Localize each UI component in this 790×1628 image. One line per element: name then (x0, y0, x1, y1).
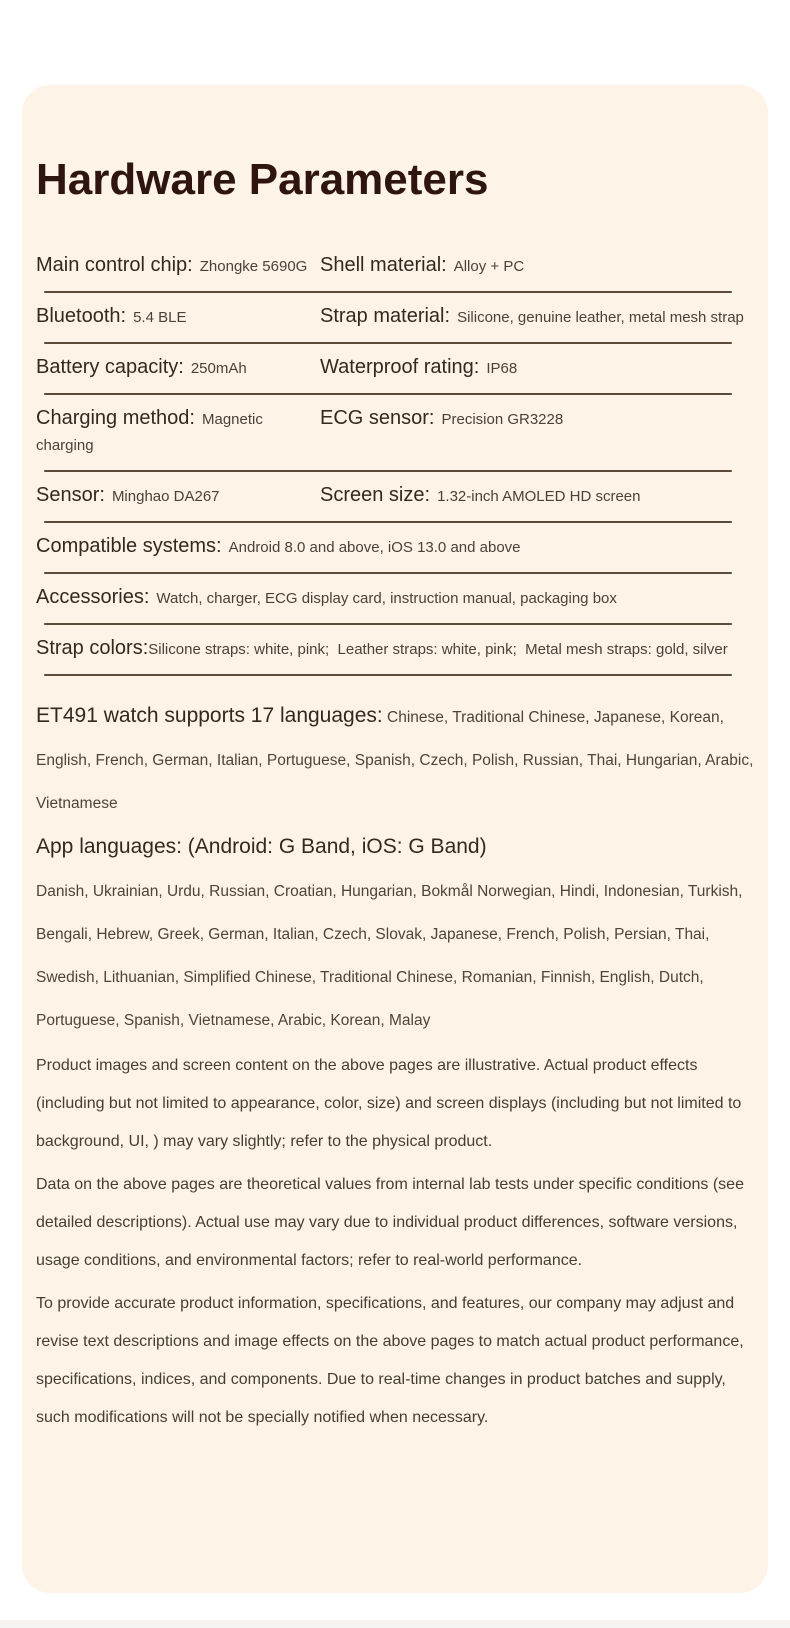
spec-value: Alloy + PC (453, 257, 525, 275)
app-languages-heading: App languages: (Android: G Band, iOS: G Band) (36, 834, 487, 858)
spec-cell (36, 635, 728, 663)
disclaimer-paragraph-2: Data on the above pages are theoretical values from internal lab tests under specific conditions (see detailed descriptions). Actual use may vary due to individual product differences, software versions, usage conditions, and environmental factors; refer to real-world performance. (36, 1175, 744, 1269)
spec-value: Silicone straps: white, pink; Leather straps: white, pink; Metal mesh straps: gold, silver (148, 640, 728, 658)
disclaimer-paragraph-3: To provide accurate product information, specifications, and features, our company may adjust and revise text descriptions and image effects on the above pages to match actual product performance, specifications, indices, and components. Due to real-time changes in product batches and supply, such modifications will not be specially notified when necessary. (36, 1294, 744, 1426)
disclaimer-paragraph-1: Product images and screen content on the above pages are illustrative. Actual product effects (including but not limited to appearance, color, size) and screen displays (including but not limited to background, UI, ) may vary slightly; refer to the physical product. (36, 1056, 742, 1150)
spec-cell (320, 354, 754, 382)
spec-cell (36, 405, 320, 459)
spec-value: Precision GR3228 (441, 410, 564, 428)
spec-value: 5.4 BLE (133, 308, 187, 326)
spec-value: Zhongke 5690G (199, 257, 308, 275)
spec-value: Minghao DA267 (111, 487, 220, 505)
spec-value: Silicone, genuine leather, metal mesh strap (457, 308, 744, 326)
spec-value: IP68 (486, 359, 518, 377)
spec-row-strap-colors (36, 625, 754, 674)
spec-label: Main control chip: (36, 253, 193, 276)
spec-label: Accessories: (36, 585, 150, 608)
row-divider (44, 674, 732, 676)
spec-row-battery (36, 344, 754, 393)
spec-label: Strap colors: (36, 636, 149, 659)
spec-row-main-control-chip (36, 242, 754, 291)
spec-cell (320, 303, 754, 331)
spec-label: Charging method: (36, 406, 195, 429)
app-languages-paragraph (36, 870, 766, 1042)
spec-label: Bluetooth: (36, 304, 127, 327)
spec-label: Compatible systems: (36, 534, 222, 557)
watch-languages-paragraph (36, 694, 766, 825)
watch-languages-list: Chinese, Traditional Chinese, Japanese, Korean, English, French, German, Italian, Portuguese, Spanish, Czech, Polish, Russian, Thai, Hungarian, Arabic, Vietnamese (36, 708, 754, 812)
spec-cell (36, 252, 320, 280)
spec-label: Screen size: (320, 483, 431, 506)
spec-cell (36, 533, 521, 561)
spec-card (22, 85, 768, 1593)
spec-value: Watch, charger, ECG display card, instruction manual, packaging box (156, 589, 617, 607)
spec-label: Sensor: (36, 483, 105, 506)
footer-strip (0, 1620, 790, 1628)
spec-cell (36, 584, 617, 612)
spec-row-charging (36, 395, 754, 470)
spec-cell (36, 482, 320, 510)
spec-value: Magnetic charging (36, 410, 268, 454)
spec-row-accessories (36, 574, 754, 623)
spec-cell (320, 405, 754, 433)
spec-label: Shell material: (320, 253, 447, 276)
spec-value: 1.32-inch AMOLED HD screen (437, 487, 641, 505)
spec-label: Waterproof rating: (320, 355, 480, 378)
spec-cell (36, 354, 320, 382)
page-title: Hardware Parameters (36, 155, 489, 204)
watch-languages-heading: ET491 watch supports 17 languages: (36, 703, 383, 727)
spec-label: ECG sensor: (320, 406, 435, 429)
spec-row-bluetooth (36, 293, 754, 342)
spec-value: 250mAh (190, 359, 247, 377)
spec-row-compatible-systems (36, 523, 754, 572)
spec-row-sensor (36, 472, 754, 521)
spec-cell (320, 482, 754, 510)
app-languages-list: Danish, Ukrainian, Urdu, Russian, Croatian, Hungarian, Bokmål Norwegian, Hindi, Indonesian, Turkish, Bengali, Hebrew, Greek, German, Italian, Czech, Slovak, Japanese, French, Polish, Persian, Thai, Swedish, Lithuanian, Simplified Chinese, Traditional Chinese, Romanian, Finnish, English, Dutch, Portuguese, Spanish, Vietnamese, Arabic, Korean, Malay (36, 882, 743, 1029)
spec-label: Strap material: (320, 304, 451, 327)
app-languages-heading-line (36, 825, 766, 870)
spec-label: Battery capacity: (36, 355, 184, 378)
spec-cell (36, 303, 320, 331)
spec-value: Android 8.0 and above, iOS 13.0 and above (228, 538, 521, 556)
spec-cell (320, 252, 754, 280)
